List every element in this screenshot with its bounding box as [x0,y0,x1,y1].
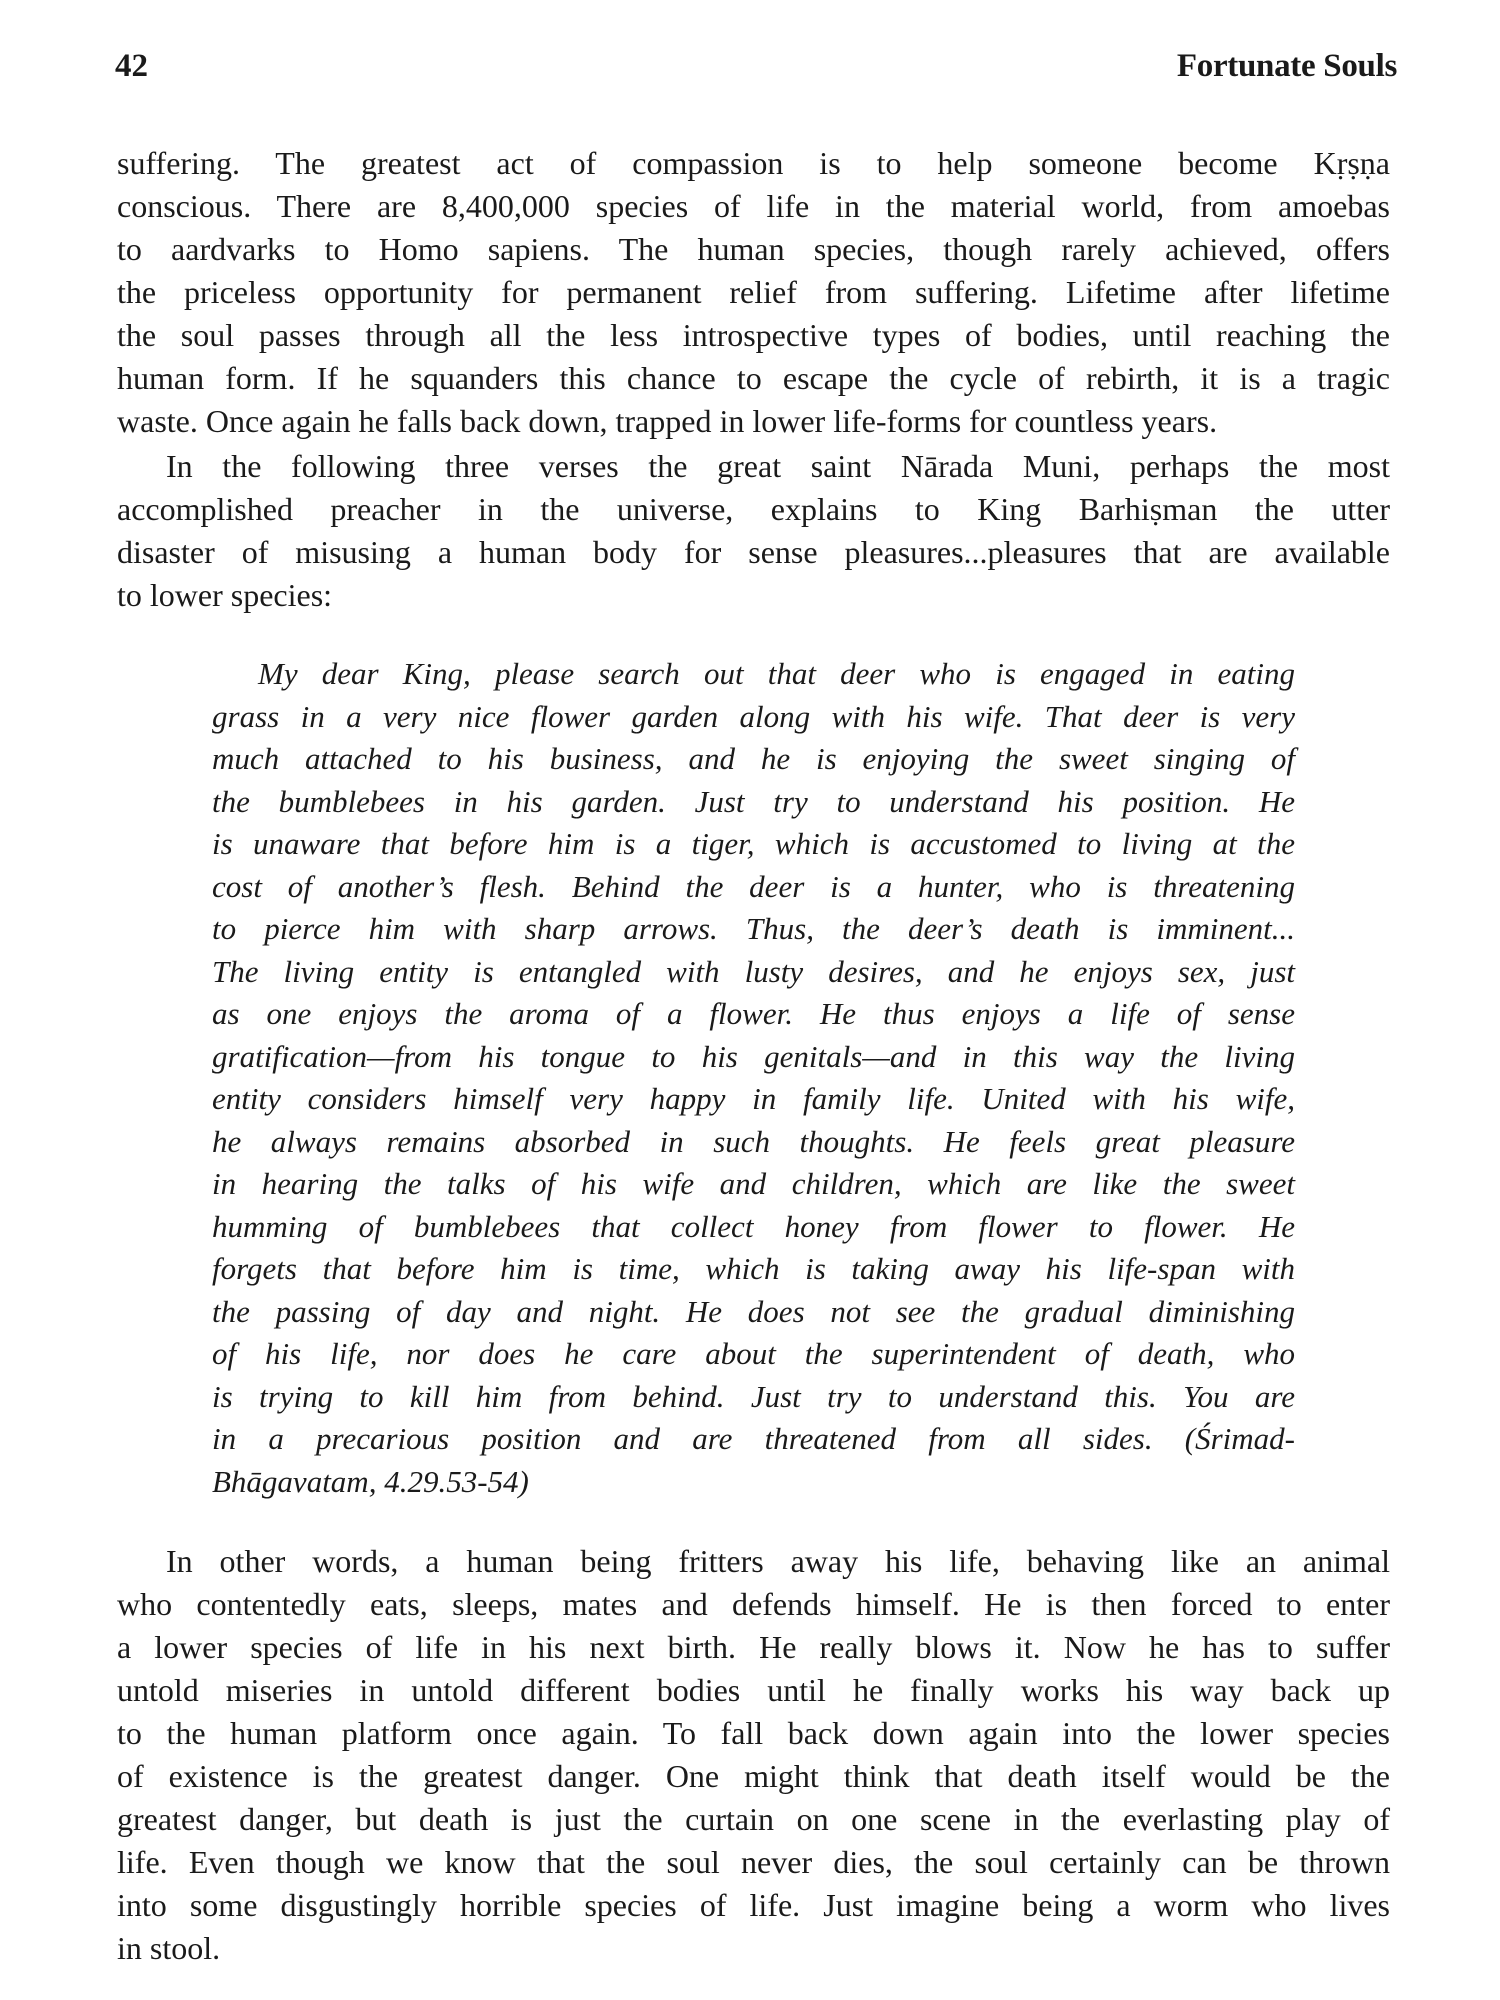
quote-line: he always remains absorbed in such thoughts. He feels great pleasure [212,1123,1295,1159]
text-line: greatest danger, but death is just the curtain on one scene in the everlasting play of [117,1801,1390,1837]
text-line: a lower species of life in his next birth. He really blows it. Now he has to suffer [117,1629,1390,1665]
text-line: to aardvarks to Homo sapiens. The human species, though rarely achieved, offers [117,231,1390,267]
quote-line: in hearing the talks of his wife and children, which are like the sweet [212,1166,1295,1201]
quote-line: much attached to his business, and he is enjoying the sweet singing of [212,741,1295,776]
quote-line: entity considers himself very happy in family life. United with his wife, [212,1081,1295,1116]
quote-line: the passing of day and night. He does not see the gradual diminishing [212,1293,1295,1329]
quote-line: cost of another’s flesh. Behind the deer is a hunter, who is threatening [212,868,1295,904]
quote-line: My dear King, please search out that deer who is engaged in eating [258,656,1295,691]
quote-line: grass in a very nice flower garden along with his wife. That deer is very [212,698,1295,734]
quote-line: as one enjoys the aroma of a flower. He thus enjoys a life of sense [212,996,1295,1031]
text-line: into some disgustingly horrible species of life. Just imagine being a worm who lives [117,1887,1390,1923]
text-line: in stool. [117,1930,221,1966]
text-line: the soul passes through all the less introspective types of bodies, until reaching the [117,317,1390,353]
paragraph-in-other-words [117,1540,1390,1970]
quote-line: in a precarious position and are threatened from all sides. (Śrimad- [212,1421,1295,1456]
text-line: the priceless opportunity for permanent relief from suffering. Lifetime after lifetime [117,274,1390,310]
text-line: who contentedly eats, sleeps, mates and defends himself. He is then forced to enter [117,1586,1390,1622]
quote-line: is unaware that before him is a tiger, which is accustomed to living at the [212,826,1295,861]
paragraph-narada-intro [117,445,1390,617]
quote-line: the bumblebees in his garden. Just try to understand his position. He [212,783,1295,819]
page-number: 42 [115,48,148,84]
quote-line: of his life, nor does he care about the superintendent of death, who [212,1336,1295,1371]
quote-line: to pierce him with sharp arrows. Thus, the deer’s death is imminent... [212,911,1295,946]
text-line: of existence is the greatest danger. One might think that death itself would be the [117,1758,1390,1794]
text-line: untold miseries in untold different bodies until he finally works his way back up [117,1672,1390,1708]
text-line: to lower species: [117,577,333,613]
text-line: In the following three verses the great saint Nārada Muni, perhaps the most [166,448,1390,484]
text-line: In other words, a human being fritters away his life, behaving like an animal [166,1543,1390,1579]
text-line: disaster of misusing a human body for sense pleasures...pleasures that are available [117,534,1390,570]
text-line: life. Even though we know that the soul never dies, the soul certainly can be thrown [117,1844,1390,1880]
text-line: waste. Once again he falls back down, trapped in lower life-forms for countless years. [117,403,1218,439]
quote-line: gratification—from his tongue to his genitals—and in this way the living [212,1038,1295,1074]
block-quote [212,653,1295,1503]
text-line: to the human platform once again. To fall back down again into the lower species [117,1715,1390,1751]
quote-line: is trying to kill him from behind. Just try to understand this. You are [212,1378,1295,1414]
quote-line: The living entity is entangled with lusty desires, and he enjoys sex, just [212,953,1295,989]
quote-line: humming of bumblebees that collect honey from flower to flower. He [212,1208,1295,1244]
running-head [115,46,1397,86]
quote-citation-line: Bhāgavatam, 4.29.53-54) [212,1463,529,1499]
book-title: Fortunate Souls [1176,48,1397,84]
text-line: accomplished preacher in the universe, explains to King Barhiṣman the utter [117,491,1390,527]
quote-line: forgets that before him is time, which is taking away his life-span with [212,1251,1295,1286]
text-line: conscious. There are 8,400,000 species of life in the material world, from amoebas [117,188,1390,224]
text-line: human form. If he squanders this chance to escape the cycle of rebirth, it is a tragic [117,360,1390,396]
paragraph-continuation [117,142,1390,443]
text-line: suffering. The greatest act of compassion is to help someone become Kṛṣṇa [117,145,1390,181]
